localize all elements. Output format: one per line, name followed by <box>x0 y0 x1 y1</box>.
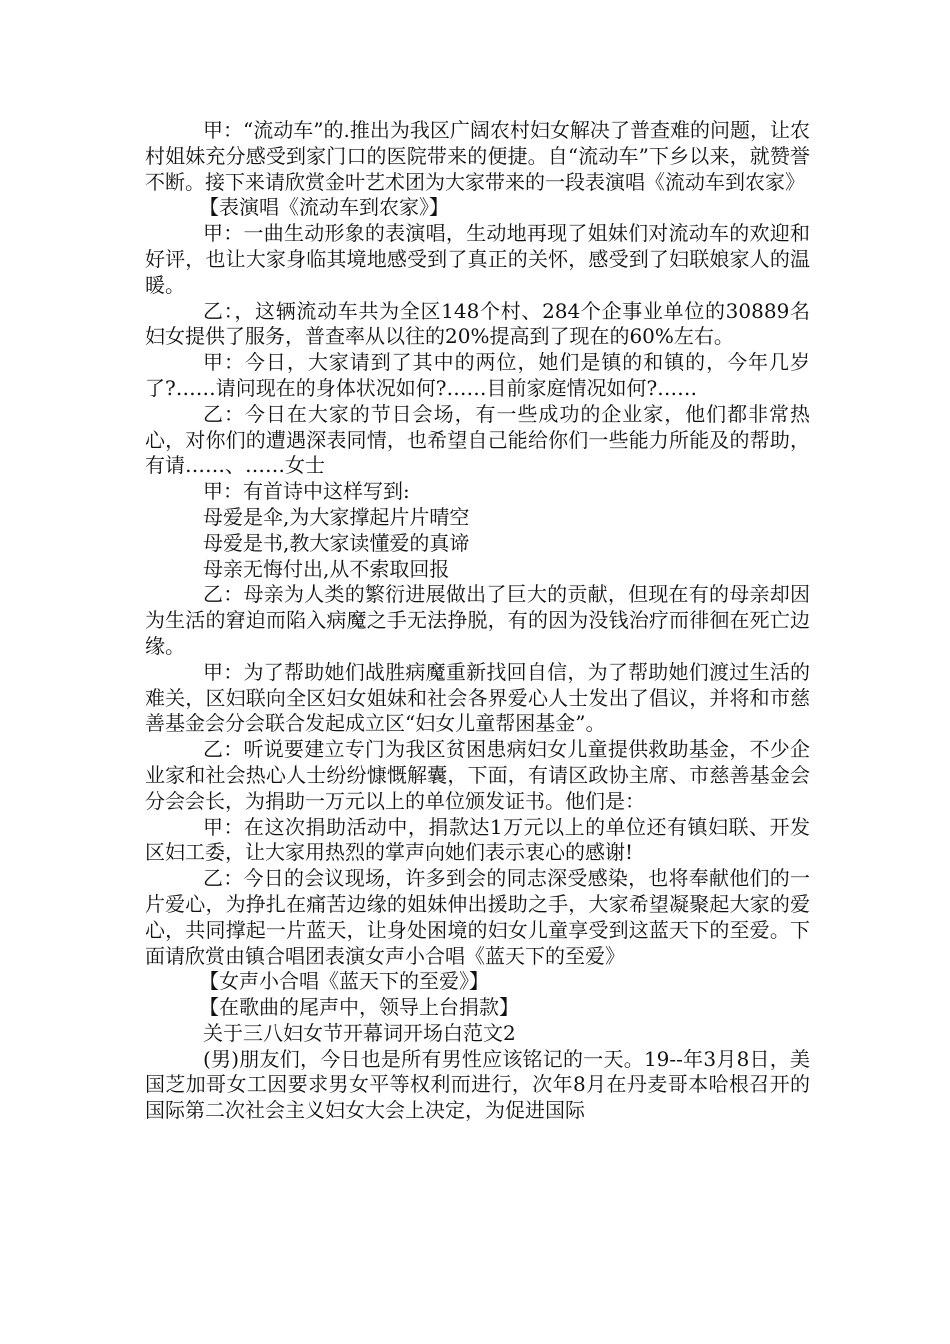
document-page <box>145 118 810 1124</box>
paragraph-6: 乙：今日在大家的节日会场，有一些成功的企业家，他们都非常热心，对你们的遭遇深表同情，也希望自己能给你们一些能力所能及的帮助，有请……、……女士 <box>145 401 810 478</box>
paragraph-4: 乙：，这辆流动车共为全区148个村、284个企事业单位的30889名妇女提供了服务，普查率从以往的20%提高到了现在的60%左右。 <box>145 298 810 349</box>
paragraph-7: 甲：有首诗中这样写到: <box>203 479 410 504</box>
paragraph-11: 甲：在这次捐助活动中，捐款达1万元以上的单位还有镇妇联、开发区妇工委，让大家用热烈的掌声向她们表示衷心的感谢! <box>145 814 810 865</box>
paragraph-9: 甲：为了帮助她们战胜病魔重新找回自信，为了帮助她们渡过生活的难关，区妇联向全区妇女姐妹和社会各界爱心人士发出了倡议，并将和市慈善基金会分会联合发起成立区“妇女儿童帮困基金”。 <box>145 659 810 736</box>
paragraph-12: 乙：今日的会议现场，许多到会的同志深受感染，也将奉献他们的一片爱心，为挣扎在痛苦边缘的姐妹伸出援助之手，大家希望凝聚起大家的爱心，共同撑起一片蓝天，让身处困境的妇女儿童享受到这蓝天下的至爱。下面请欣赏由镇合唱团表演女声小合唱《蓝天下的至爱》 <box>145 866 810 968</box>
paragraph-8: 乙：母亲为人类的繁衍进展做出了巨大的贡献，但现在有的母亲却因为生活的窘迫而陷入病魔之手无法挣脱，有的因为没钱治疗而徘徊在死亡边缘。 <box>145 582 810 658</box>
paragraph-2: 【表演唱《流动车到农家》】 <box>199 195 449 220</box>
poem-line-2: 母爱是书,教大家读懂爱的真谛 <box>203 530 470 555</box>
poem-line-3: 母亲无悔付出,从不索取回报 <box>203 556 450 581</box>
section-heading: 关于三八妇女节开幕词开场白范文2 <box>203 1020 516 1045</box>
paragraph-3: 甲：一曲生动形象的表演唱，生动地再现了姐妹们对流动车的欢迎和好评，也让大家身临其境地感受到了真正的关怀，感受到了妇联娘家人的温暖。 <box>145 221 810 297</box>
paragraph-1: 甲：“流动车”的.推出为我区广阔农村妇女解决了普查难的问题，让农村姐妹充分感受到家门口的医院带来的便捷。自“流动车”下乡以来，就赞誉不断。接下来请欣赏金叶艺术团为大家带来的一段表演唱《流动车到农家》 <box>145 118 810 194</box>
paragraph-15: (男)朋友们，今日也是所有男性应该铭记的一天。19--年3月8日，美国芝加哥女工因要求男女平等权利而进行，次年8月在丹麦哥本哈根召开的国际第二次社会主义妇女大会上决定，为促进国际 <box>145 1046 810 1123</box>
paragraph-5: 甲：今日，大家请到了其中的两位，她们是镇的和镇的，今年几岁了?……请问现在的身体状况如何?……目前家庭情况如何?…… <box>145 350 810 400</box>
paragraph-14: 【在歌曲的尾声中，领导上台捐款】 <box>199 995 519 1020</box>
poem-line-1: 母爱是伞,为大家撑起片片晴空 <box>203 504 470 529</box>
paragraph-10: 乙：听说要建立专门为我区贫困患病妇女儿童提供救助基金，不少企业家和社会热心人士纷纷慷慨解囊，下面，有请区政协主席、市慈善基金会分会会长，为捐助一万元以上的单位颁发证书。他们是： <box>145 737 810 813</box>
paragraph-13: 【女声小合唱《蓝天下的至爱》】 <box>199 969 489 994</box>
